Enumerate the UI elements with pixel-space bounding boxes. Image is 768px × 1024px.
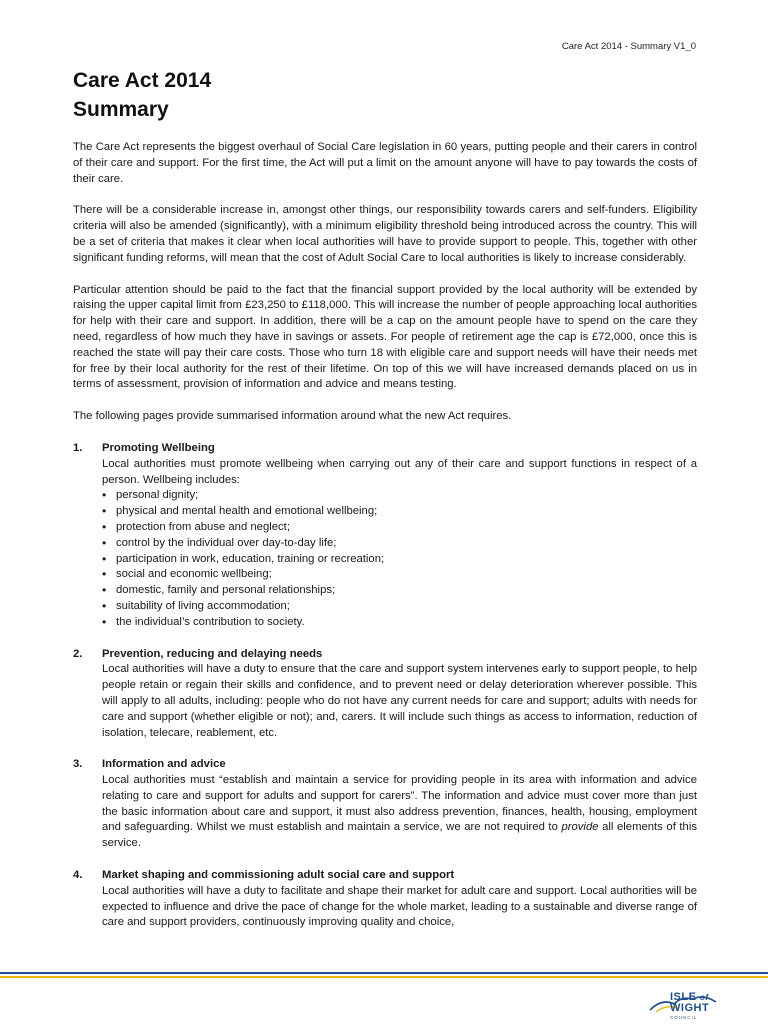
section-heading: Prevention, reducing and delaying needs [102,647,323,660]
list-item: • protection from abuse and neglect; [102,520,697,536]
section-prevention [73,647,697,742]
list-item: • personal dignity; [102,488,697,504]
section-number: 1. [73,441,83,454]
intro-paragraph-2: There will be a considerable increase in, amongst other things, our responsibility towards carers and self-funders. Eligibility criteria will also be amended (significantly), with a minimum eligibility threshold being introduced across the country. This will be a set of criteria that makes it clear when local authorities will have to provide support to people. This, together with other significant funding reforms, will mean that the cost of Adult Social Care to local authorities is likely to increase considerably. [73,204,697,264]
document-body [73,140,697,931]
logo-subtitle: COUNCIL [670,1015,698,1020]
section-body [102,773,697,852]
list-item: • participation in work, education, training or recreation; [102,552,697,568]
section-body: Local authorities will have a duty to ensure that the care and support system intervenes early to support people, to help people retain or regain their skills and confidence, and to prevent need or delay deterioration wherever possible. This will apply to all adults, including: people who do not have any current needs for care and support; adults with needs for care and support (whether eligible or not); and, carers. It will include such things as access to information, reduction of isolation, telecare, reablement, etc. [102,663,697,739]
intro-paragraph-3: Particular attention should be paid to the fact that the financial support provided by the local authority will be extended by raising the upper capital limit from £23,250 to £118,000. This will increase the number of people approaching local authorities for help with their care and support. In addition, there will be a cap on the amount people have to spend on the care they need, regardless of how much they have in savings or assets. For people of retirement age the cap is £72,000, once this is reached the state will pay their care costs. Those who turn 18 with eligible care and support needs will have their needs met for free by their local authority for the rest of their lifetime. On top of this we will have increased demands placed on us in terms of assessment, provision of information and advice and means testing. [73,283,697,391]
list-item: • social and economic wellbeing; [102,567,697,583]
document-reference: Care Act 2014 - Summary V1_0 [561,41,696,52]
list-item: • domestic, family and personal relationships; [102,583,697,599]
title-line-1: Care Act 2014 [73,69,212,92]
footer-line-blue [0,972,768,974]
section-information-advice [73,757,697,852]
section-body-text-end: all elements of this service. [102,821,697,850]
footer-line-gold [0,976,768,978]
section-body: Local authorities will have a duty to facilitate and shape their market for adult care and support. Local authorities will be expected to influence and drive the pace of change for the whole market, leading to a sustainable and diverse range of care and support providers, continuously improving quality and choice, [102,884,697,929]
list-item: • the individual’s contribution to society. [102,615,697,631]
page-title [73,66,211,124]
section-heading: Promoting Wellbeing [102,441,215,454]
section-number: 2. [73,647,83,660]
section-number: 3. [73,758,83,771]
logo-line-1: ISLE [670,991,697,1003]
section-market-shaping [73,868,697,931]
title-line-2: Summary [73,98,169,121]
section-number: 4. [73,869,83,882]
list-item: • suitability of living accommodation; [102,599,697,615]
logo-wordmark [670,992,709,1014]
section-heading: Information and advice [102,758,226,771]
council-logo [648,990,728,1020]
section-promoting-wellbeing [73,441,697,631]
section-body: Local authorities must promote wellbeing when carrying out any of their care and support functions in respect of a person. Wellbeing includes: [102,457,697,486]
section-heading: Market shaping and commissioning adult social care and support [102,869,455,882]
footer-rule [0,972,768,979]
intro-paragraph-4: The following pages provide summarised information around what the new Act requires. [73,410,512,423]
logo-of: of [700,993,709,1002]
wellbeing-list [102,488,697,630]
section-body-text: Local authorities must “establish and maintain a service for providing people in its area with information and advice relating to care and support for adults and support for carers”. The information and advice must cover more than just the basic information about care and support, it must also address prevention, finances, health, housing, employment and safeguarding. Whilst we must establish and maintain a service, we are not required to [102,774,697,834]
list-item: • control by the individual over day-to-day life; [102,536,697,552]
logo-line-2: WIGHT [670,1002,710,1014]
section-body-emphasis: provide [561,821,599,834]
list-item: • physical and mental health and emotional wellbeing; [102,504,697,520]
intro-paragraph-1: The Care Act represents the biggest overhaul of Social Care legislation in 60 years, putting people and their carers in control of their care and support. For the first time, the Act will put a limit on the amount anyone will have to pay towards the costs of their care. [73,141,697,185]
